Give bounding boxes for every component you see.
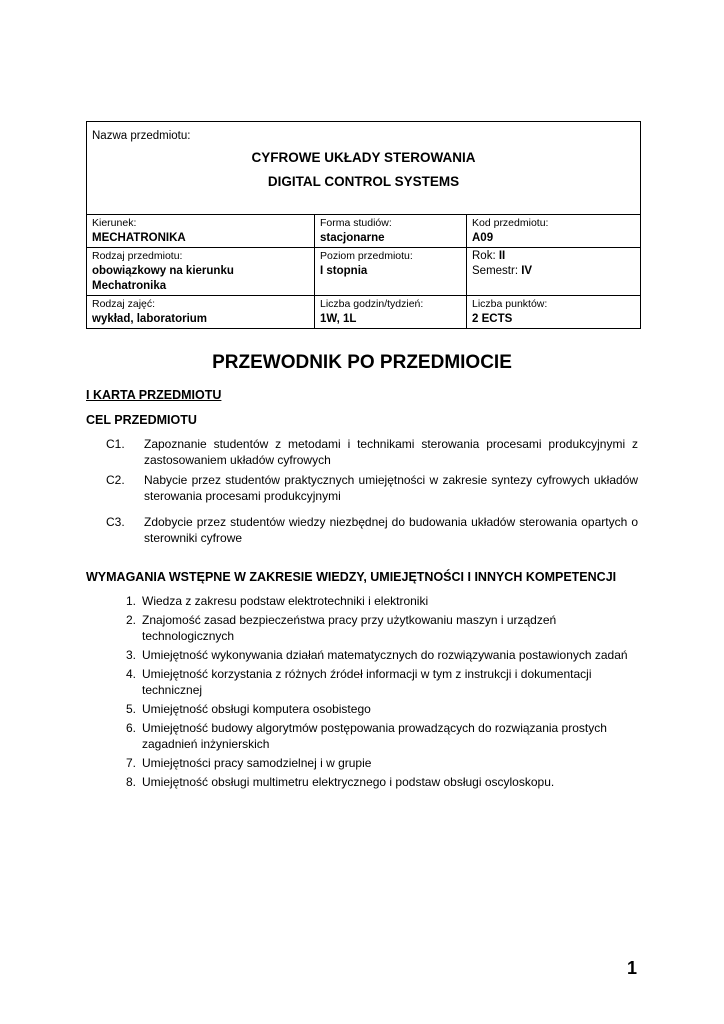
study-form-cell: [315, 215, 467, 248]
goal-number: C3.: [106, 515, 125, 529]
requirement-item: [86, 593, 638, 609]
requirement-item: [86, 666, 638, 698]
requirement-text: Umiejętność budowy algorytmów postępowania prowadzących do rozwiązania prostych zagadnień inżynierskich: [142, 721, 607, 751]
course-title-pl: CYFROWE UKŁADY STEROWANIA: [251, 150, 476, 165]
semester-value: IV: [521, 265, 533, 277]
year-semester-cell: [467, 248, 641, 296]
field-label: Kierunek:: [92, 217, 137, 229]
requirement-item: [86, 647, 638, 663]
requirement-text: Umiejętność obsługi komputera osobistego: [142, 702, 371, 716]
requirements-list: [86, 593, 638, 793]
page-number: 1: [626, 958, 637, 978]
page-title: PRZEWODNIK PO PRZEDMIOCIE: [212, 352, 512, 373]
points-value: 2 ECTS: [472, 313, 513, 325]
requirement-text: Umiejętność korzystania z różnych źródeł informacji w tym z instrukcji i dokumentacji technicznej: [142, 667, 592, 697]
semester-line: [472, 265, 532, 277]
goal-item: [86, 514, 638, 546]
points-cell: [467, 296, 641, 329]
subject-type-label: Rodzaj przedmiotu:: [92, 250, 183, 262]
subject-type-value-1: obowiązkowy na kierunku: [92, 265, 234, 277]
requirement-text: Wiedza z zakresu podstaw elektrotechniki i elektroniki: [142, 594, 429, 608]
requirement-item: [86, 774, 638, 790]
study-form-label: Forma studiów:: [320, 217, 392, 229]
subject-type-value-2: Mechatronika: [92, 280, 167, 292]
requirement-item: [86, 701, 638, 717]
hours-cell: [315, 296, 467, 329]
requirement-text: Znajomość zasad bezpieczeństwa pracy przy użytkowaniu maszyn i urządzeń technologicznych: [142, 613, 557, 643]
goal-text: Zapoznanie studentów z metodami i technikami sterowania procesami produkcyjnymi z zastosowaniem układów cyfrowych: [144, 437, 638, 467]
course-title-en: DIGITAL CONTROL SYSTEMS: [267, 174, 460, 189]
requirement-number: 1.: [125, 594, 136, 608]
points-label: Liczba punktów:: [472, 298, 548, 310]
hours-value: 1W, 1L: [320, 313, 357, 325]
level-cell: [315, 248, 467, 296]
requirement-number: 3.: [125, 648, 136, 662]
goal-text: Zdobycie przez studentów wiedzy niezbędnej do budowania układów sterowania opartych o sterowniki cyfrowe: [144, 515, 638, 545]
subject-type-cell: [87, 248, 315, 296]
course-code-label: Kod przedmiotu:: [472, 217, 549, 229]
goal-item: [86, 472, 638, 504]
study-form-value: stacjonarne: [320, 232, 385, 244]
requirement-text: Umiejętność wykonywania działań matematycznych do rozwiązywania postawionych zadań: [142, 648, 628, 662]
course-code-cell: [467, 215, 641, 248]
requirement-item: [86, 720, 638, 752]
course-title-cell: [87, 122, 641, 215]
subject-label: Nazwa przedmiotu:: [92, 130, 191, 142]
year-label: Rok:: [472, 250, 496, 262]
requirement-item: [86, 755, 638, 771]
goal-item: [86, 436, 638, 468]
classes-cell: [87, 296, 315, 329]
goals-list: [86, 436, 638, 550]
section-card-heading: I KARTA PRZEDMIOTU: [86, 388, 222, 402]
requirement-number: 4.: [125, 667, 136, 681]
requirement-number: 8.: [125, 775, 136, 789]
hours-label: Liczba godzin/tydzień:: [320, 298, 424, 310]
section-requirements-heading: WYMAGANIA WSTĘPNE W ZAKRESIE WIEDZY, UMIEJĘTNOŚCI I INNYCH KOMPETENCJI: [86, 570, 617, 584]
semester-label: Semestr:: [472, 265, 519, 277]
requirement-number: 6.: [125, 721, 136, 735]
course-code-value: A09: [472, 232, 494, 244]
course-info-table: [86, 121, 641, 329]
level-value: I stopnia: [320, 265, 368, 277]
requirement-number: 5.: [125, 702, 136, 716]
field-value: MECHATRONIKA: [92, 232, 186, 244]
year-value: II: [498, 250, 506, 262]
goal-number: C1.: [106, 437, 125, 451]
year-line: [472, 250, 505, 262]
goal-text: Nabycie przez studentów praktycznych umiejętności w zakresie syntezy cyfrowych układów sterowania procesami produkcyjnymi: [144, 473, 638, 503]
goal-number: C2.: [106, 473, 125, 487]
requirement-text: Umiejętność obsługi multimetru elektrycznego i podstaw obsługi oscyloskopu.: [142, 775, 555, 789]
field-cell: [87, 215, 315, 248]
requirement-text: Umiejętności pracy samodzielnej i w grupie: [142, 756, 372, 770]
requirement-number: 7.: [125, 756, 136, 770]
requirement-number: 2.: [125, 613, 136, 627]
section-goal-heading: CEL PRZEDMIOTU: [86, 413, 197, 427]
requirement-item: [86, 612, 638, 644]
classes-label: Rodzaj zajęć:: [92, 298, 156, 310]
level-label: Poziom przedmiotu:: [320, 250, 413, 262]
classes-value: wykład, laboratorium: [92, 313, 208, 325]
